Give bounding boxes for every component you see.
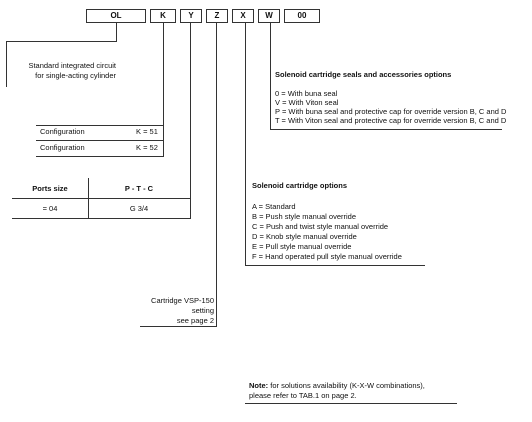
solenoid-option: F = Hand operated pull style manual override — [252, 252, 402, 261]
solenoid-option: A = Standard — [252, 202, 296, 211]
note-label: Note: — [249, 381, 269, 390]
code-segment-w: W — [258, 9, 280, 23]
configuration-value: K = 52 — [136, 143, 158, 152]
configuration-label: Configuration — [40, 143, 85, 152]
ports-ptc-value: G 3/4 — [129, 204, 149, 213]
solenoid-option: E = Pull style manual override — [252, 242, 352, 251]
code-segment-ol: OL — [86, 9, 146, 23]
seals-title: Solenoid cartridge seals and accessories options — [275, 70, 452, 79]
seals-option: T = With Viton seal and protective cap for override version B, C and D — [275, 116, 507, 125]
code-segment-suffix: 00 — [284, 9, 320, 23]
configuration-value: K = 51 — [136, 127, 158, 136]
configuration-label: Configuration — [40, 127, 85, 136]
note-line-1 — [249, 381, 425, 391]
seals-option: 0 = With buna seal — [275, 89, 338, 98]
cartridge-line-3: see page 2 — [176, 316, 214, 325]
solenoid-option: C = Push and twist style manual override — [252, 222, 389, 231]
code-segment-x: X — [232, 9, 254, 23]
code-segment-z: Z — [206, 9, 228, 23]
note-text: for solutions availability (K-X-W combinations), — [268, 381, 425, 390]
seals-option: P = With buna seal and protective cap for override version B, C and D — [275, 107, 507, 116]
ports-ptc-header: P - T - C — [124, 184, 154, 193]
code-segment-k: K — [150, 9, 176, 23]
solenoid-title: Solenoid cartridge options — [252, 181, 348, 190]
solenoid-option: B = Push style manual override — [252, 212, 357, 221]
code-segment-y: Y — [180, 9, 202, 23]
cartridge-line-2: setting — [191, 306, 214, 315]
note-line-2: please refer to TAB.1 on page 2. — [249, 391, 357, 400]
integrated-circuit-line-2: for single-acting cylinder — [35, 71, 116, 80]
ports-size-value: = 04 — [42, 204, 58, 213]
ports-size-header: Ports size — [32, 184, 68, 193]
integrated-circuit-line-1: Standard integrated circuit — [28, 61, 116, 70]
seals-option: V = With Viton seal — [275, 98, 339, 107]
cartridge-line-1: Cartridge VSP-150 — [151, 296, 214, 305]
solenoid-option: D = Knob style manual override — [252, 232, 357, 241]
